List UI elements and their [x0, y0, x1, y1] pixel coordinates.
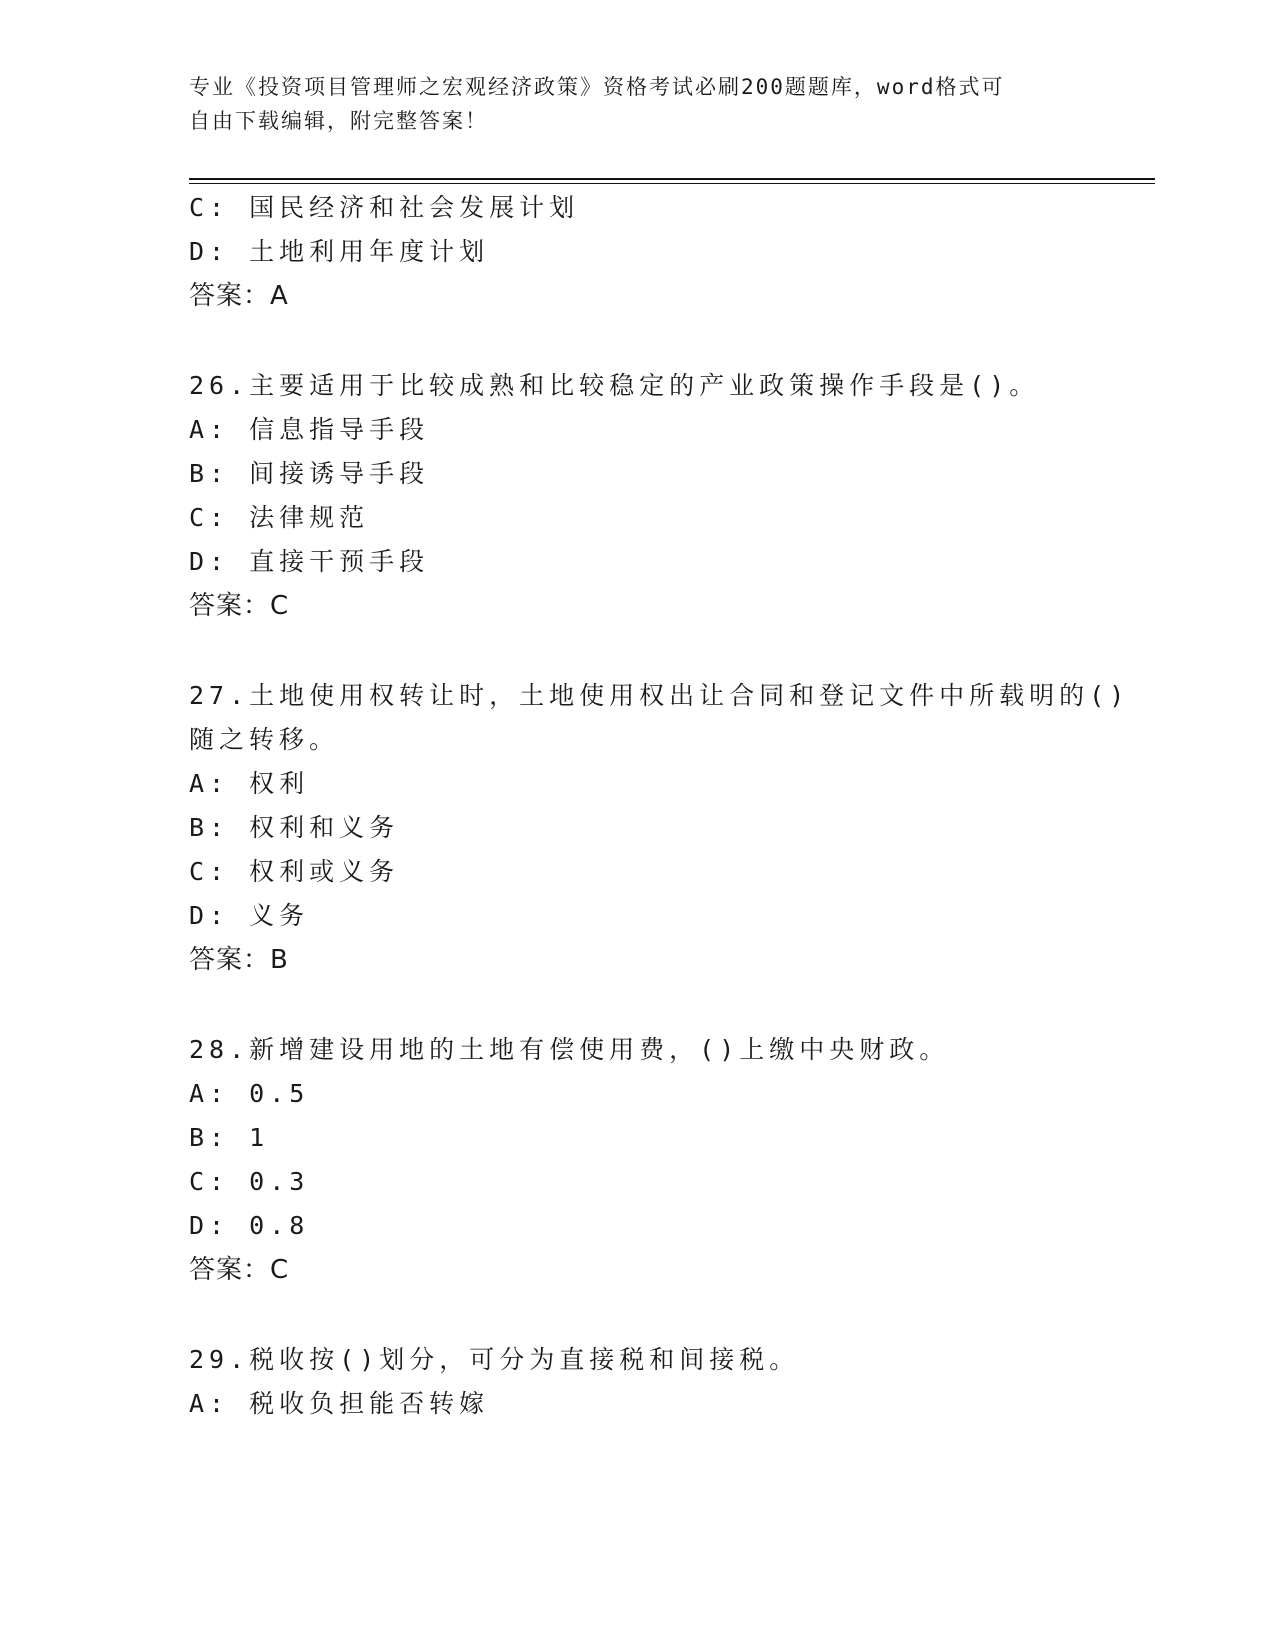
q28-option-c: C: 0.3 — [189, 1167, 310, 1196]
q27-question-line-2: 随之转移。 — [189, 725, 340, 754]
header-title-line-2: 自由下载编辑，附完整答案！ — [189, 109, 488, 133]
q27-option-a: A: 权利 — [189, 769, 310, 798]
q29-question: 29.税收按()划分，可分为直接税和间接税。 — [189, 1345, 800, 1374]
q28-option-b: B: 1 — [189, 1123, 270, 1152]
q28-option-d: D: 0.8 — [189, 1211, 310, 1240]
q26-option-b: B: 间接诱导手段 — [189, 459, 430, 488]
prev-option-d: D: 土地利用年度计划 — [189, 237, 490, 266]
q27-question-line-1: 27.土地使用权转让时，土地使用权出让合同和登记文件中所载明的() — [189, 681, 1130, 710]
document-header — [189, 70, 1089, 138]
q27-answer: 答案：B — [189, 945, 289, 975]
prev-option-c: C: 国民经济和社会发展计划 — [189, 193, 580, 222]
header-title-line-1: 专业《投资项目管理师之宏观经济政策》资格考试必刷200题题库，word格式可 — [189, 75, 1005, 99]
header-divider-thick — [189, 178, 1155, 180]
q26-answer: 答案：C — [189, 591, 290, 621]
q27-option-c: C: 权利或义务 — [189, 857, 400, 886]
q27-option-d: D: 义务 — [189, 901, 310, 930]
q27-option-b: B: 权利和义务 — [189, 813, 400, 842]
q29-option-a: A: 税收负担能否转嫁 — [189, 1389, 490, 1418]
q26-option-a: A: 信息指导手段 — [189, 415, 430, 444]
q28-question: 28.新增建设用地的土地有偿使用费，()上缴中央财政。 — [189, 1035, 950, 1064]
header-divider-thin — [189, 183, 1155, 184]
prev-answer: 答案：A — [189, 281, 289, 311]
q28-answer: 答案：C — [189, 1255, 290, 1285]
q26-option-d: D: 直接干预手段 — [189, 547, 430, 576]
q26-question: 26.主要适用于比较成熟和比较稳定的产业政策操作手段是()。 — [189, 371, 1040, 400]
q26-option-c: C: 法律规范 — [189, 503, 370, 532]
q28-option-a: A: 0.5 — [189, 1079, 310, 1108]
